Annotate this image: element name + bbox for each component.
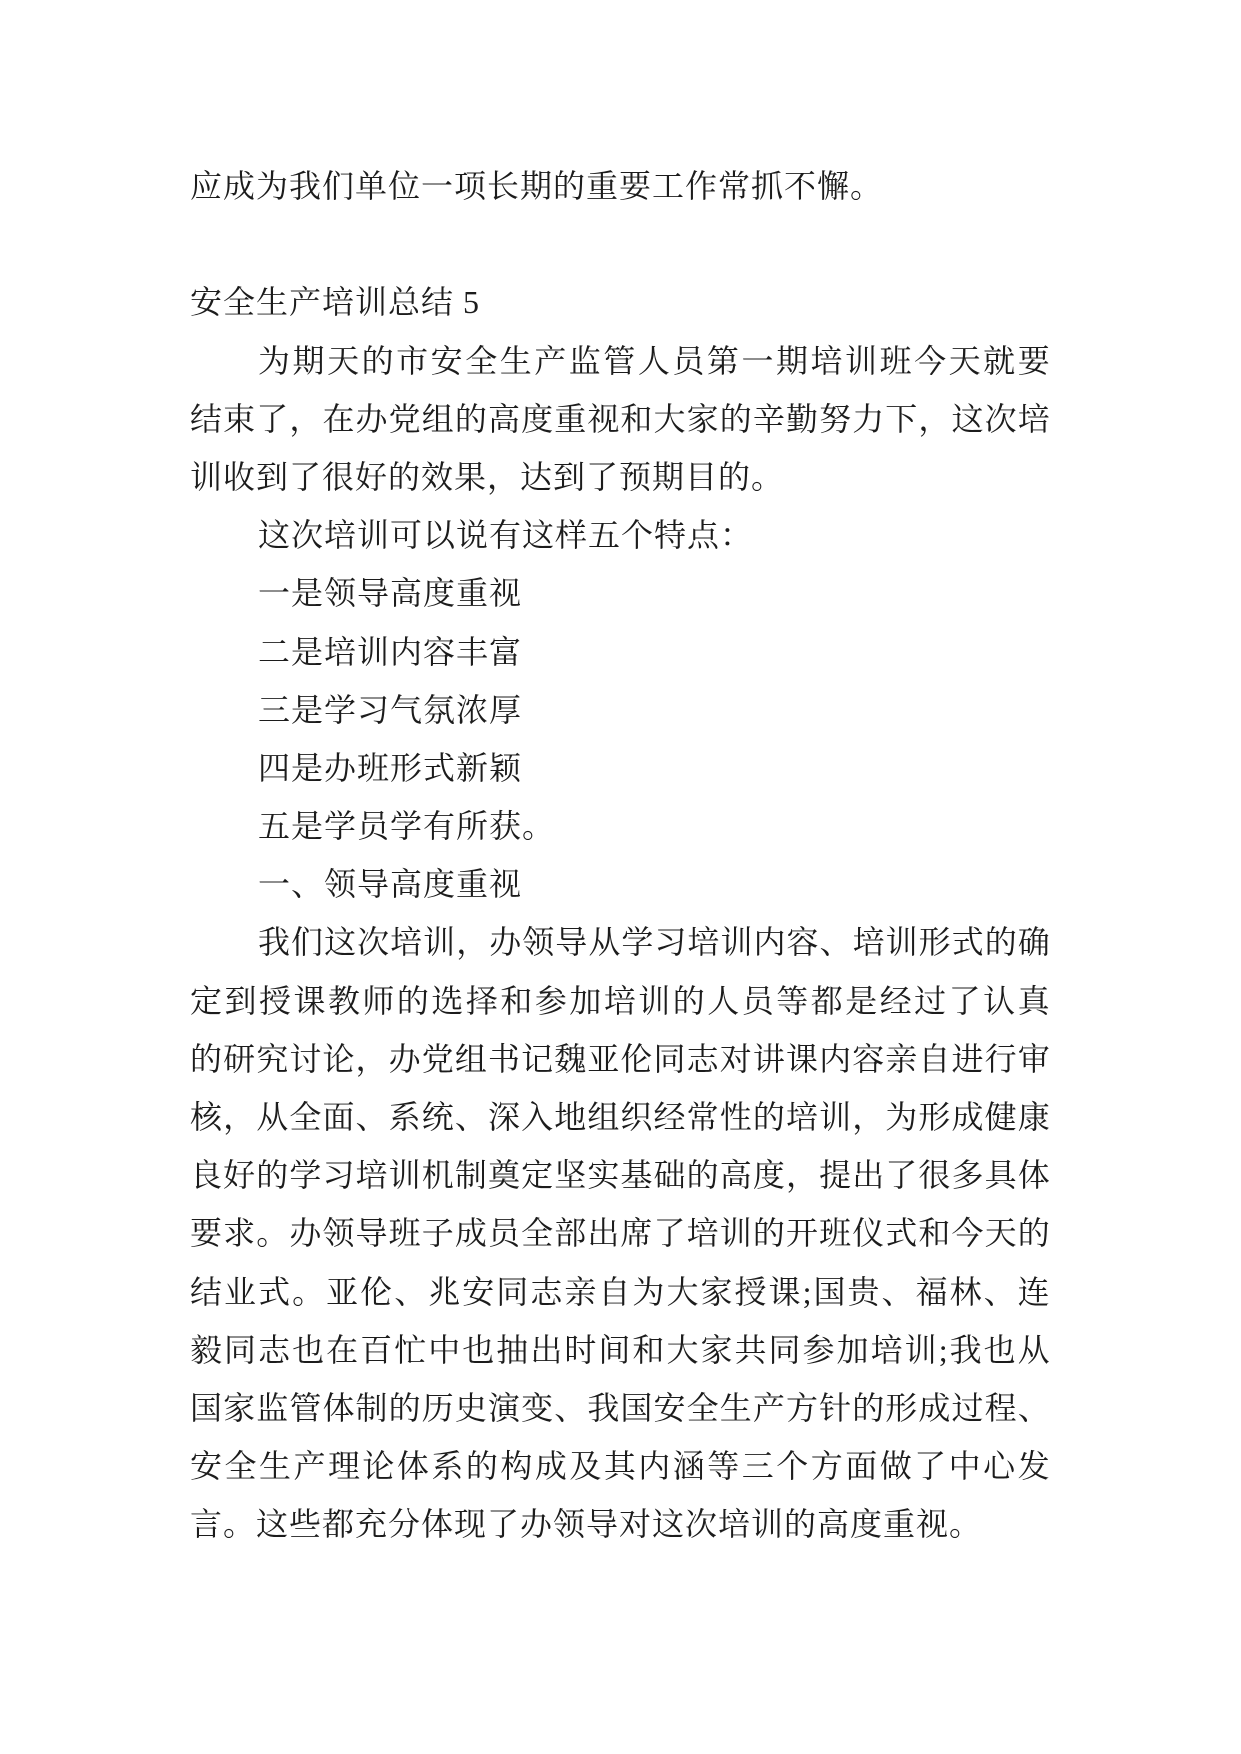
text-line: 结 业 式 。 亚 伦 、 兆 安 同 志 亲 自 为 大 家 授 课 ; 国 贵 、 福 林 、 连 bbox=[190, 1273, 1050, 1310]
text-line: 良 好 的 学 习 培 训 机 制 奠 定 坚 实 基 础 的 高 度 ， 提 出 了 很 多 具 体 bbox=[190, 1157, 1050, 1194]
document-title: 安全生产培训总结 5 bbox=[190, 284, 481, 321]
text-line: 为 期 天 的 市 安 全 生 产 监 管 人 员 第 一 期 培 训 班 今 天 就 要 bbox=[258, 342, 1050, 379]
text-line: 应成为我们单位一项长期的重要工作常抓不懈。 bbox=[190, 168, 884, 204]
text-line: 一是领导高度重视 bbox=[258, 575, 523, 612]
text-line: 言。这些都充分体现了办领导对这次培训的高度重视。 bbox=[190, 1506, 983, 1543]
text-line: 这次培训可以说有这样五个特点： bbox=[258, 517, 754, 554]
text-line: 我 们 这 次 培 训 ， 办 领 导 从 学 习 培 训 内 容 、 培 训 形 式 的 确 bbox=[258, 924, 1050, 961]
text-line: 二是培训内容丰富 bbox=[258, 633, 523, 670]
text-line: 安 全 生 产 理 论 体 系 的 构 成 及 其 内 涵 等 三 个 方 面 做 了 中 心 发 bbox=[190, 1448, 1050, 1485]
text-line: 训收到了很好的效果，达到了预期目的。 bbox=[190, 458, 785, 495]
text-line: 五是学员学有所获。 bbox=[258, 808, 556, 845]
text-line: 国 家 监 管 体 制 的 历 史 演 变 、 我 国 安 全 生 产 方 针 的 形 成 过 程 、 bbox=[190, 1389, 1050, 1426]
text-line: 一、领导高度重视 bbox=[258, 866, 523, 903]
blank-line bbox=[190, 215, 1050, 273]
text-line: 毅 同 志 也 在 百 忙 中 也 抽 出 时 间 和 大 家 共 同 参 加 培 训 ; 我 也 从 bbox=[190, 1331, 1050, 1368]
text-line: 要 求 。 办 领 导 班 子 成 员 全 部 出 席 了 培 训 的 开 班 仪 式 和 今 天 的 bbox=[190, 1215, 1050, 1252]
text-line: 四是办班形式新颖 bbox=[258, 749, 523, 786]
text-line: 三是学习气氛浓厚 bbox=[258, 691, 523, 728]
text-line: 的 研 究 讨 论 ， 办 党 组 书 记 魏 亚 伦 同 志 对 讲 课 内 容 亲 自 进 行 审 bbox=[190, 1040, 1050, 1077]
text-line: 结 束 了 ， 在 办 党 组 的 高 度 重 视 和 大 家 的 辛 勤 努 力 下 ， 这 次 培 bbox=[190, 400, 1050, 437]
text-body bbox=[190, 157, 1050, 1554]
text-line: 定 到 授 课 教 师 的 选 择 和 参 加 培 训 的 人 员 等 都 是 经 过 了 认 真 bbox=[190, 982, 1050, 1019]
text-line: 核 ， 从 全 面 、 系 统 、 深 入 地 组 织 经 常 性 的 培 训 ， 为 形 成 健 康 bbox=[190, 1099, 1050, 1135]
